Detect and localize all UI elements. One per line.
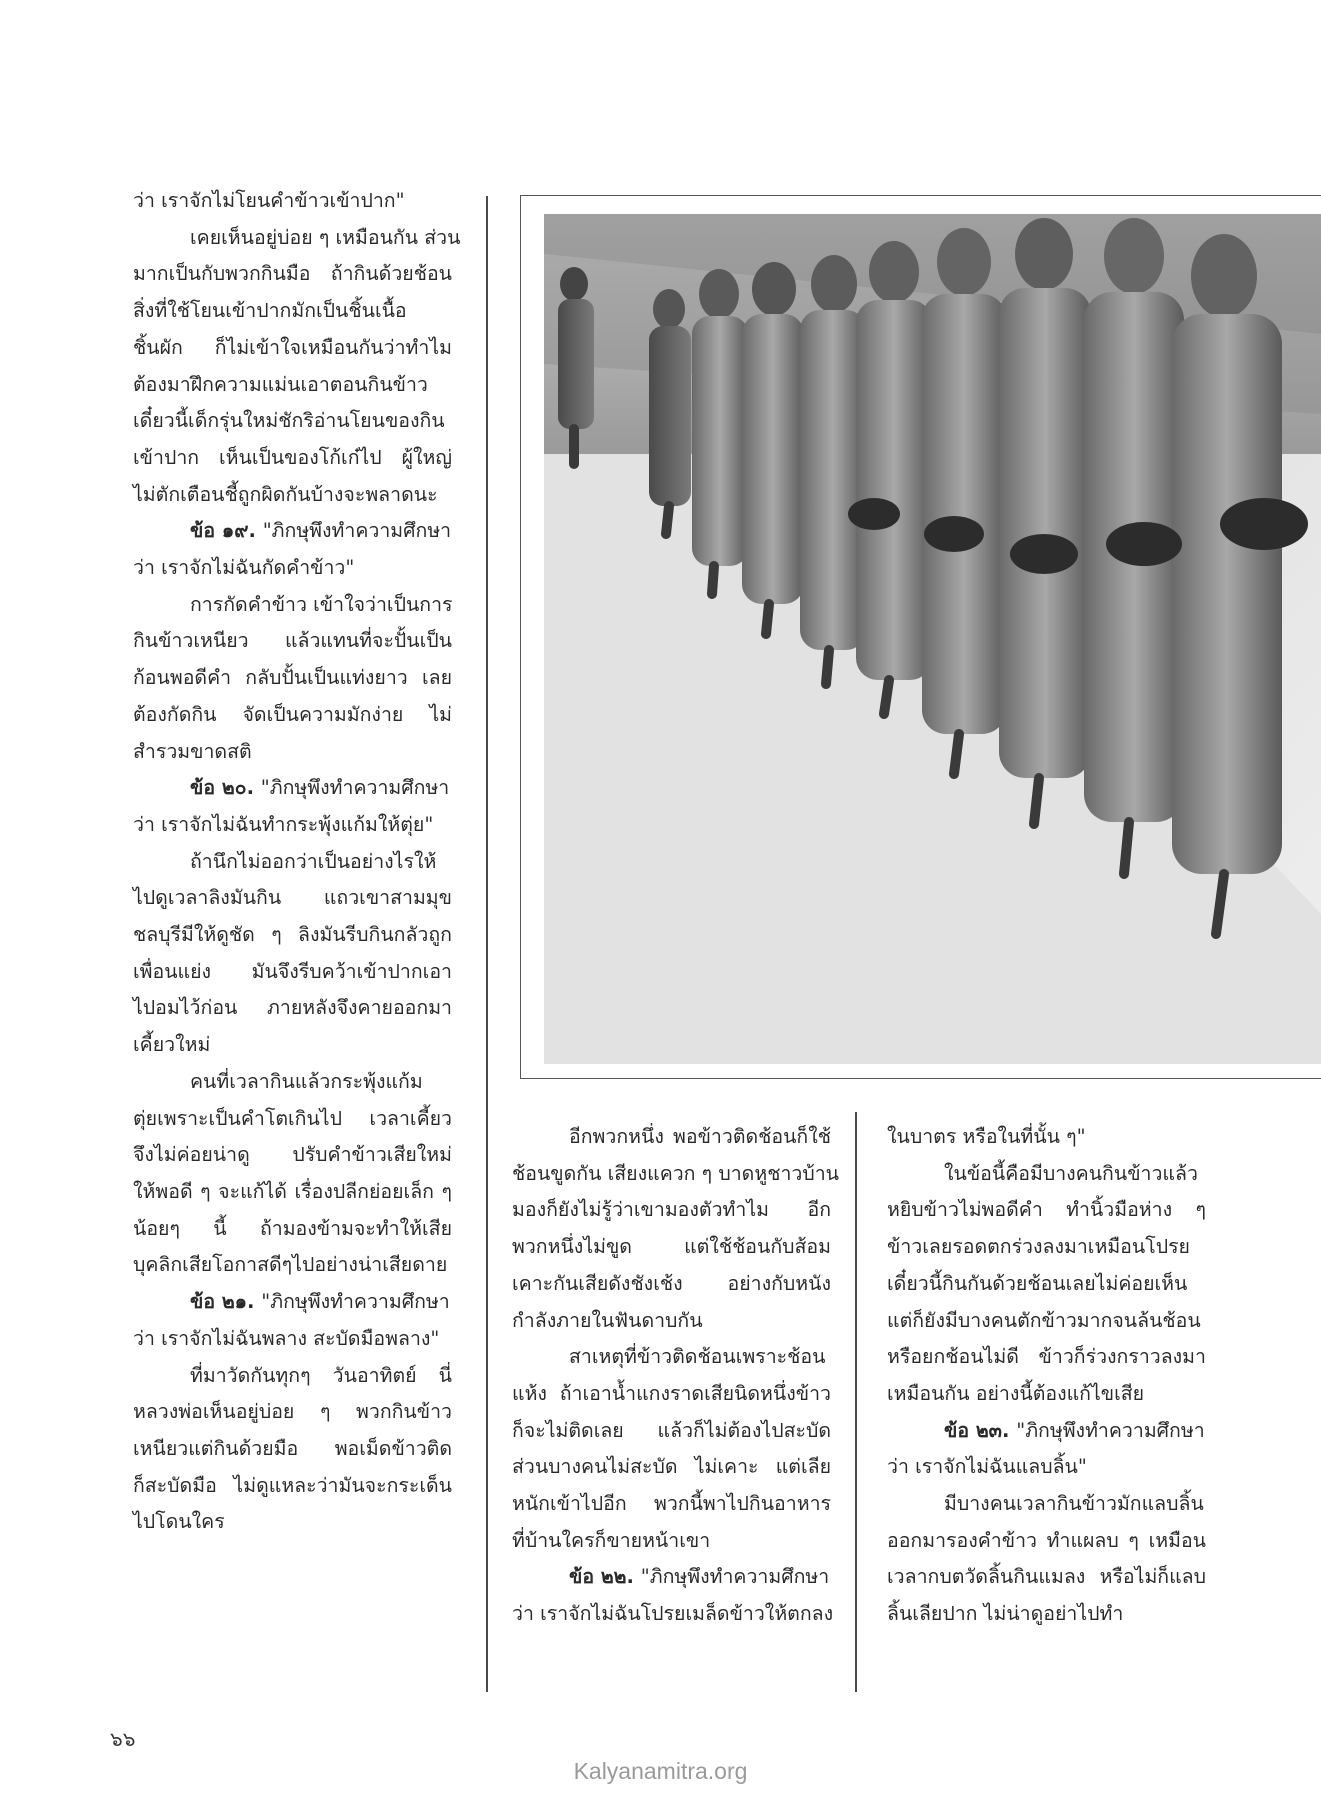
text-line-content: "ภิกษุพึงทำความศึกษา	[260, 776, 450, 800]
text-line	[887, 1596, 1206, 1633]
text-line-content: ว่า เราจักไม่ฉันโปรยเมล็ดข้าวให้ตกลง	[512, 1602, 834, 1626]
text-line	[133, 513, 452, 550]
text-line	[133, 734, 452, 771]
text-line	[133, 1064, 452, 1101]
text-line	[887, 1449, 1206, 1486]
text-line	[133, 477, 452, 514]
text-line-content: ตุ่ยเพราะเป็นคำโตเกินไป เวลาเคี้ยว	[133, 1106, 452, 1130]
text-line-content: ไปโดนใคร	[133, 1510, 225, 1534]
right-text-column	[887, 1119, 1206, 1633]
text-line-content: ถ้านึกไม่ออกว่าเป็นอย่างไรให้	[190, 849, 437, 873]
text-line	[887, 1559, 1206, 1596]
text-line-content: เพื่อนแย่ง มันจึงรีบคว้าเข้าปากเอา	[133, 959, 452, 983]
text-line-content: หลวงพ่อเห็นอยู่บ่อย ๆ พวกกินข้าว	[133, 1400, 452, 1424]
text-line-content: จึงไม่ค่อยน่าดู ปรับคำข้าวเสียใหม่	[133, 1143, 452, 1167]
text-line	[133, 367, 452, 404]
rule-number: ข้อ ๒๒.	[569, 1565, 641, 1589]
text-line-content: ว่า เราจักไม่ฉันพลาง สะบัดมือพลาง"	[133, 1326, 440, 1350]
text-line-content: ต้องกัดกิน จัดเป็นความมักง่าย ไม่	[133, 702, 452, 726]
text-line	[512, 1119, 831, 1156]
text-line	[133, 770, 452, 807]
text-line-content: ก้อนพอดีคำ กลับปั้นเป็นแท่งยาว เลย	[133, 666, 452, 690]
text-line-content: ต้องมาฝึกความแม่นเอาตอนกินข้าว	[133, 372, 428, 396]
text-line-content: ในบาตร หรือในที่นั้น ๆ"	[887, 1125, 1086, 1148]
text-line	[133, 1137, 452, 1174]
text-line	[133, 990, 452, 1027]
text-line-content: ให้พอดี ๆ จะแก้ได้ เรื่องปลีกย่อยเล็ก ๆ	[133, 1179, 452, 1203]
text-line	[133, 1321, 452, 1358]
rule-number: ข้อ ๒๑.	[190, 1290, 262, 1314]
text-line	[133, 844, 452, 881]
text-line-content: หนักเข้าไปอีก พวกนี้พาไปกินอาหาร	[512, 1492, 831, 1516]
text-line	[133, 1247, 452, 1284]
text-line-content: ที่มาวัดกันทุกๆ วันอาทิตย์ นี่	[190, 1363, 452, 1387]
text-line	[133, 697, 452, 734]
text-line	[133, 1431, 452, 1468]
text-line	[133, 1101, 452, 1138]
text-line-content: เคาะกันเสียดังชังเช้ง อย่างกับหนัง	[512, 1271, 831, 1295]
text-line	[133, 1174, 452, 1211]
text-line	[887, 1339, 1206, 1376]
text-line-content: คนที่เวลากินแล้วกระพุ้งแก้ม	[190, 1069, 423, 1093]
text-line-content: อีกพวกหนึ่ง พอข้าวติดช้อนก็ใช้	[569, 1125, 831, 1148]
text-line	[133, 1027, 452, 1064]
text-line	[887, 1376, 1206, 1413]
text-line-content: "ภิกษุพึงทำความศึกษา	[261, 1290, 450, 1314]
text-line-content: ว่า เราจักไม่โยนคำข้าวเข้าปาก"	[133, 189, 405, 212]
text-line	[512, 1559, 831, 1596]
text-line	[512, 1303, 831, 1340]
text-line-content: เข้าปาก เห็นเป็นของโก้เก๋ไป ผู้ใหญ่	[133, 445, 452, 469]
text-line-content: แต่ก็ยังมีบางคนตักข้าวมากจนล้นช้อน	[887, 1308, 1201, 1332]
left-text-column	[133, 183, 461, 1541]
rule-number: ข้อ ๒๓.	[944, 1418, 1017, 1442]
text-line	[512, 1192, 831, 1229]
text-line-content: กำลังภายในฟันดาบกัน	[512, 1308, 703, 1332]
text-line-content: ออกมารองคำข้าว ทำแผลบ ๆ เหมือน	[887, 1528, 1206, 1552]
text-line-content: สำรวมขาดสติ	[133, 739, 252, 763]
text-line	[887, 1266, 1206, 1303]
text-line	[133, 660, 452, 697]
text-line	[133, 587, 452, 624]
text-line-content: "ภิกษุพึงทำความศึกษา	[262, 519, 452, 543]
text-line	[133, 1284, 452, 1321]
text-line-content: เหมือนกัน อย่างนี้ต้องแก้ไขเสีย	[887, 1381, 1145, 1405]
text-line	[512, 1449, 831, 1486]
text-line	[133, 1211, 452, 1248]
text-line-content: ว่า เราจักไม่ฉันกัดคำข้าว"	[133, 556, 355, 580]
text-line-content: สิ่งที่ใช้โยนเข้าปากมักเป็นชิ้นเนื้อ	[133, 299, 407, 323]
text-line-content: "ภิกษุพึงทำความศึกษา	[1016, 1418, 1205, 1442]
text-line-content: เดี๋ยวนี้กินกันด้วยช้อนเลยไม่ค่อยเห็น	[887, 1271, 1188, 1295]
text-line-content: หยิบข้าวไม่พอดีคำ ทำนิ้วมือห่าง ๆ	[887, 1198, 1206, 1222]
text-line	[133, 880, 452, 917]
text-line-content: ช้อนขูดกัน เสียงแควก ๆ บาดหูชาวบ้าน	[512, 1161, 839, 1185]
text-line	[133, 1468, 452, 1505]
text-line-content: ว่า เราจักไม่ฉันแลบลิ้น"	[887, 1455, 1087, 1479]
text-line	[512, 1339, 831, 1376]
rule-number: ข้อ ๒๐.	[190, 776, 261, 800]
text-line	[133, 403, 452, 440]
text-line	[133, 623, 452, 660]
text-line-content: ส่วนบางคนไม่สะบัด ไม่เคาะ แต่เลีย	[512, 1455, 831, 1479]
column-rule-left	[486, 196, 488, 1692]
text-line-content: ที่บ้านใครก็ขายหน้าเขา	[512, 1528, 711, 1552]
text-line-content: ข้าวเลยรอดตกร่วงลงมาเหมือนโปรย	[887, 1235, 1190, 1259]
text-line-content: น้อยๆ นี้ ถ้ามองข้ามจะทำให้เสีย	[133, 1216, 452, 1240]
text-line-content: พวกหนึ่งไม่ขูด แต่ใช้ช้อนกับส้อม	[512, 1235, 831, 1259]
text-line	[133, 954, 452, 991]
text-line-content: ไปดูเวลาลิงมันกิน แถวเขาสามมุข	[133, 886, 452, 910]
text-line	[512, 1266, 831, 1303]
watermark: Kalyanamitra.org	[573, 1758, 748, 1784]
text-line	[133, 440, 452, 477]
text-line	[512, 1229, 831, 1266]
text-line-content: เคี้ยวใหม่	[133, 1033, 211, 1057]
text-line	[133, 807, 452, 844]
text-line-content: ชิ้นผัก ก็ไม่เข้าใจเหมือนกันว่าทำไม	[133, 335, 452, 359]
text-line	[133, 256, 452, 293]
text-line-content: ไม่ตักเตือนชี้ถูกผิดกันบ้างจะพลาดนะ	[133, 482, 438, 506]
text-line	[887, 1486, 1206, 1523]
text-line	[133, 220, 461, 257]
text-line	[887, 1156, 1206, 1193]
text-line-content: ว่า เราจักไม่ฉันทำกระพุ้งแก้มให้ตุ่ย"	[133, 812, 434, 836]
text-line-content: แห้ง ถ้าเอาน้ำแกงราดเสียนิดหนึ่งข้าว	[512, 1381, 831, 1405]
text-line-content: เวลากบตวัดลิ้นกินแมลง หรือไม่ก็แลบ	[887, 1565, 1206, 1589]
text-line	[133, 1394, 452, 1431]
text-line-content: เหนียวแต่กินด้วยมือ พอเม็ดข้าวติด	[133, 1436, 452, 1460]
text-line	[133, 293, 452, 330]
text-line-content: มองก็ยังไม่รู้ว่าเขามองตัวทำไม อีก	[512, 1198, 831, 1222]
column-rule-right	[855, 1112, 857, 1692]
text-line	[133, 917, 452, 954]
text-line-content: ลิ้นเลียปาก ไม่น่าดูอย่าไปทำ	[887, 1602, 1124, 1626]
text-line-content: ก็จะไม่ติดเลย แล้วก็ไม่ต้องไปสะบัด	[512, 1418, 831, 1442]
text-line-content: มากเป็นกับพวกกินมือ ถ้ากินด้วยช้อน	[133, 262, 452, 286]
text-line	[133, 330, 452, 367]
text-line	[887, 1192, 1206, 1229]
text-line	[512, 1413, 831, 1450]
text-line	[887, 1523, 1206, 1560]
middle-text-column	[512, 1119, 839, 1633]
text-line	[512, 1486, 831, 1523]
text-line	[512, 1156, 839, 1193]
text-line-content: มีบางคนเวลากินข้าวมักแลบลิ้น	[944, 1492, 1204, 1516]
text-line	[887, 1119, 1206, 1156]
text-line	[512, 1523, 831, 1560]
page-number: ๖๖	[110, 1727, 136, 1751]
text-line	[887, 1303, 1206, 1340]
text-line-content: กินข้าวเหนียว แล้วแทนที่จะปั้นเป็น	[133, 629, 452, 653]
text-line-content: ในข้อนี้คือมีบางคนกินข้าวแล้ว	[944, 1161, 1198, 1185]
text-line	[887, 1229, 1206, 1266]
text-line-content: "ภิกษุพึงทำความศึกษา	[640, 1565, 830, 1589]
text-line	[133, 1504, 452, 1541]
text-line	[512, 1596, 834, 1633]
text-line-content: ก็สะบัดมือ ไม่ดูแหละว่ามันจะกระเด็น	[133, 1473, 452, 1497]
rule-number: ข้อ ๑๙.	[190, 519, 263, 543]
text-line-content: บุคลิกเสียโอกาสดีๆไปอย่างน่าเสียดาย	[133, 1253, 448, 1277]
text-line-content: เดี๋ยวนี้เด็กรุ่นใหม่ชักริอ่านโยนของกิน	[133, 409, 445, 433]
text-line-content: ชลบุรีมีให้ดูชัด ๆ ลิงมันรีบกินกลัวถูก	[133, 923, 452, 947]
text-line-content: ไปอมไว้ก่อน ภายหลังจึงคายออกมา	[133, 996, 452, 1020]
text-line	[512, 1376, 831, 1413]
text-line	[133, 183, 452, 220]
monks-procession-photo	[544, 214, 1321, 1064]
text-line	[133, 1358, 452, 1395]
text-line-content: การกัดคำข้าว เข้าใจว่าเป็นการ	[190, 592, 453, 616]
text-line	[887, 1413, 1206, 1450]
text-line-content: หรือยกช้อนไม่ดี ข้าวก็ร่วงกราวลงมา	[887, 1345, 1206, 1369]
text-line	[133, 550, 452, 587]
text-line-content: สาเหตุที่ข้าวติดช้อนเพราะช้อน	[569, 1345, 826, 1369]
text-line-content: เคยเห็นอยู่บ่อย ๆ เหมือนกัน ส่วน	[190, 225, 461, 249]
